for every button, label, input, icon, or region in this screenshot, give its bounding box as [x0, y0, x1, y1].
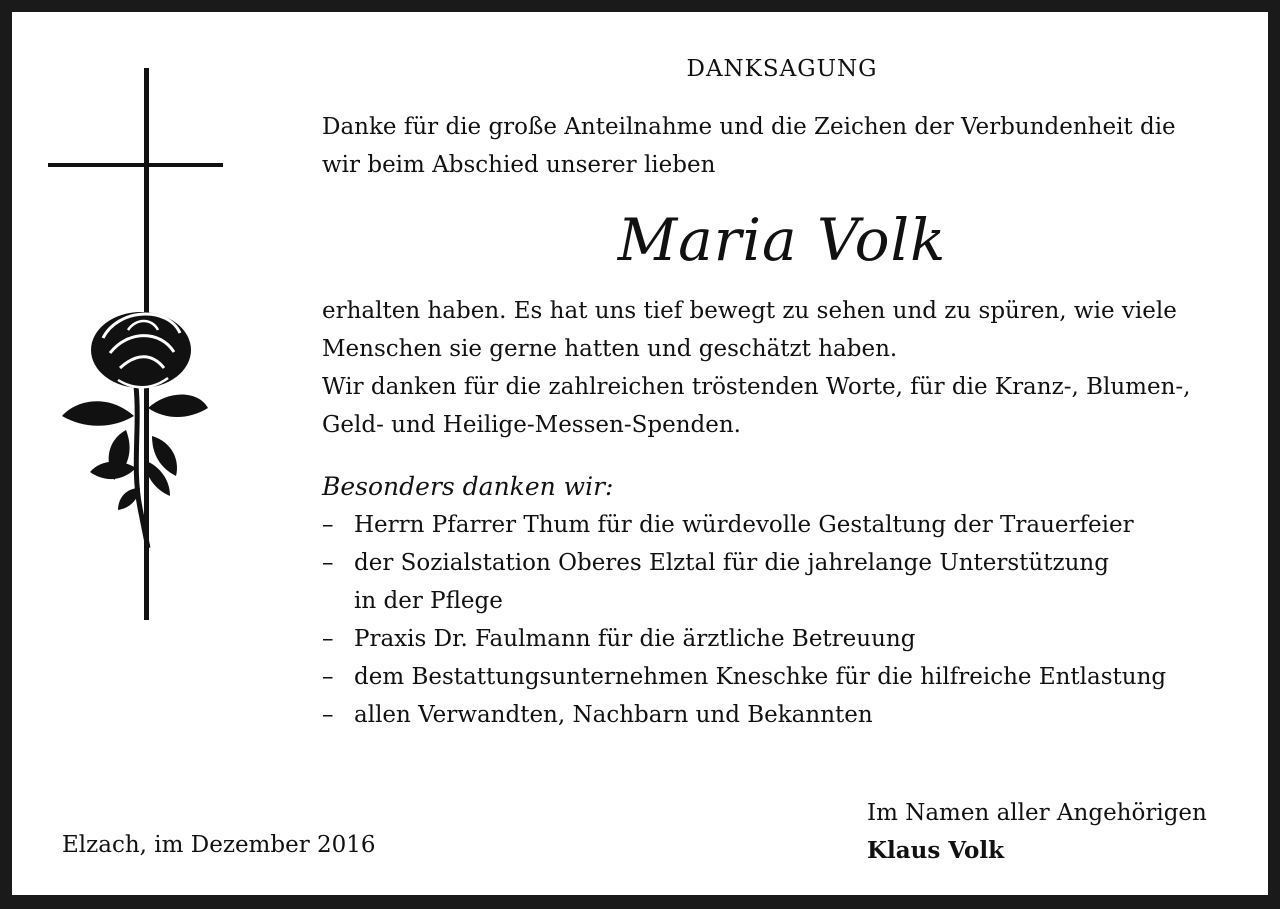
list-item-text: Praxis Dr. Faulmann für die ärztliche Betreuung: [354, 626, 916, 652]
body-line: erhalten haben. Es hat uns tief bewegt zu sehen und zu spüren, wie viele: [322, 298, 1177, 324]
obituary-card: [12, 12, 1268, 895]
list-item: [322, 658, 1242, 696]
list-item-text: allen Verwandten, Nachbarn und Bekannten: [354, 702, 873, 728]
intro-line: wir beim Abschied unserer lieben: [322, 152, 716, 178]
body-paragraph: [322, 292, 1242, 444]
dash: –: [322, 626, 334, 652]
dash: –: [322, 550, 334, 576]
notice-text: [322, 56, 1242, 734]
list-item-text: Herrn Pfarrer Thum für die würdevolle Gestaltung der Trauerfeier: [354, 512, 1134, 538]
intro-line: Danke für die große Anteilnahme und die Zeichen der Verbundenheit die: [322, 114, 1176, 140]
list-item-text: in der Pflege: [354, 588, 503, 614]
intro-paragraph: [322, 108, 1242, 184]
list-item: [322, 620, 1242, 658]
signer-name: Klaus Volk: [867, 837, 1005, 864]
thanks-heading: Besonders danken wir:: [322, 472, 614, 501]
list-item: [322, 506, 1242, 544]
notice-heading: DANKSAGUNG: [686, 56, 878, 82]
list-item-text: dem Bestattungsunternehmen Kneschke für die hilfreiche Entlastung: [354, 664, 1167, 690]
signature-block: [867, 794, 1207, 870]
signature-line: Im Namen aller Angehörigen: [867, 800, 1207, 826]
place-date: Elzach, im Dezember 2016: [62, 832, 376, 858]
list-item: [322, 544, 1242, 620]
list-item: [322, 696, 1242, 734]
body-line: Wir danken für die zahlreichen tröstenden Worte, für die Kranz-, Blumen-,: [322, 374, 1191, 400]
dash: –: [322, 702, 334, 728]
deceased-name: Maria Volk: [617, 206, 947, 274]
list-item-text: der Sozialstation Oberes Elztal für die jahrelange Unterstützung: [354, 550, 1109, 576]
body-line: Menschen sie gerne hatten und geschätzt haben.: [322, 336, 898, 362]
thanks-list: [322, 506, 1242, 734]
ornament: [48, 68, 238, 638]
rose-icon: [62, 312, 208, 548]
dash: –: [322, 512, 334, 538]
body-line: Geld- und Heilige-Messen-Spenden.: [322, 412, 741, 438]
dash: –: [322, 664, 334, 690]
